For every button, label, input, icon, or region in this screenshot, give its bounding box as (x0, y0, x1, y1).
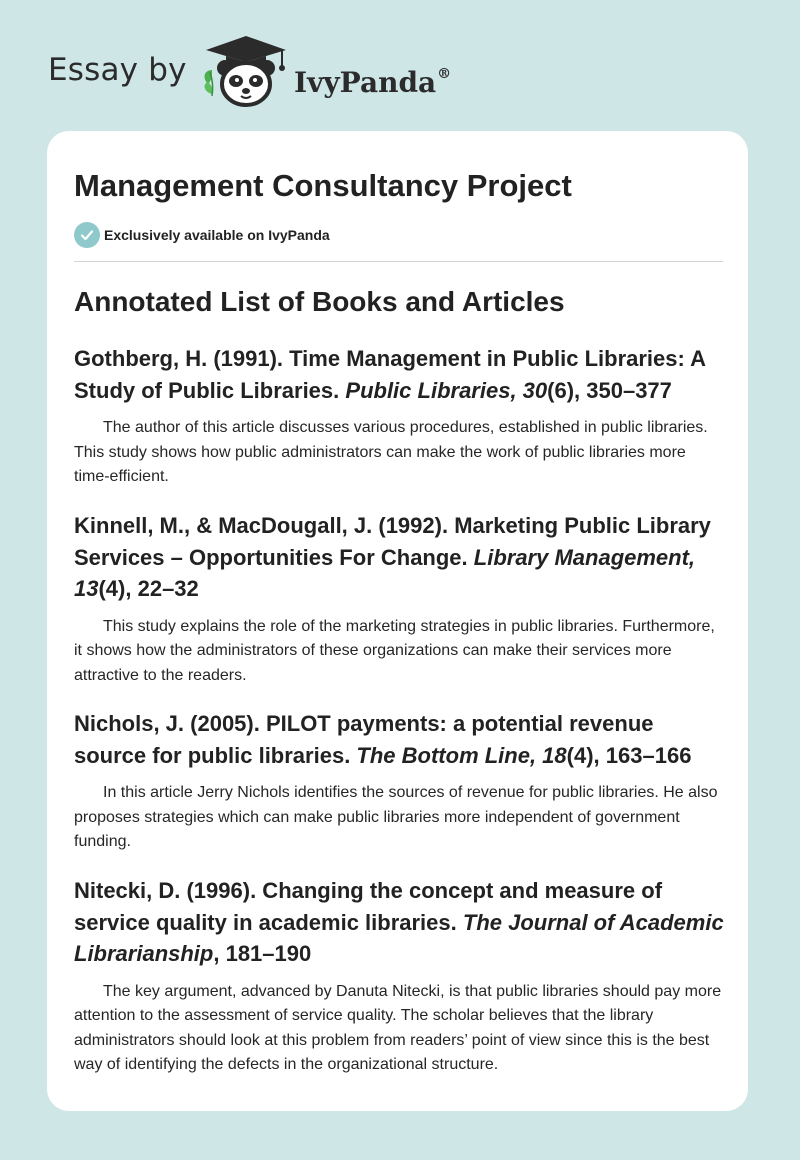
reference-citation (74, 708, 724, 771)
site-header (0, 0, 800, 120)
ivy-leaf-icon (205, 70, 213, 96)
reference-summary: In this article Jerry Nichols identifies the sources of revenue for public libraries. He also proposes strategies which can make public libraries more independent of government funding. (74, 784, 718, 850)
check-icon (74, 222, 100, 248)
exclusive-badge (74, 222, 330, 248)
citation-source: Library Management, 13 (74, 544, 696, 601)
citation-pages: (4), 22–32 (98, 576, 199, 601)
citation-text: Gothberg, H. (1991). Time Management in Public Libraries: A Study of Public Libraries. (74, 346, 706, 403)
divider (74, 261, 723, 262)
citation-pages: , 181–190 (213, 941, 312, 966)
reference-citation (74, 875, 724, 970)
reference-summary: This study explains the role of the marketing strategies in public libraries. Furthermore, it shows how the administrators of these organizations can make their services more attractive to the readers. (74, 617, 715, 684)
page-title: Management Consultancy Project (74, 168, 572, 203)
section-title: Annotated List of Books and Articles (74, 286, 565, 317)
panda-graduate-logo[interactable] (198, 32, 294, 108)
reference-citation (74, 343, 724, 406)
reference-summary: The author of this article discusses various procedures, established in public libraries. This study shows how public administrators can make the work of public libraries more time-efficient. (74, 419, 708, 485)
reference-citation (74, 510, 724, 605)
citation-source: The Journal of Academic Librarianship (74, 909, 724, 966)
citation-pages: (6), 350–377 (547, 377, 672, 403)
registered-mark: ® (437, 66, 452, 82)
reference-entry (74, 875, 724, 1078)
badge-text: Exclusively available on IvyPanda (104, 227, 330, 243)
citation-source: The Bottom Line, 18 (356, 742, 567, 768)
reference-summary: The key argument, advanced by Danuta Nitecki, is that public libraries should pay more attention to the assessment of service quality. The scholar believes that the library administrators should look at this problem from readers’ point of view since this is the best way of identifying the defects in the organizational structure. (74, 982, 722, 1073)
reference-entry (74, 343, 724, 490)
citation-pages: (4), 163–166 (566, 742, 692, 768)
citation-text: Nitecki, D. (1996). Changing the concept and measure of service quality in academic libraries. (74, 878, 663, 935)
citation-source: Public Libraries, 30 (345, 377, 548, 403)
citation-text: Nichols, J. (2005). PILOT payments: a potential revenue source for public libraries. (74, 711, 654, 768)
reference-entry (74, 708, 724, 855)
essay-by-label: Essay by (48, 52, 187, 88)
reference-entry (74, 510, 724, 688)
brand-text: IvyPanda (294, 66, 437, 99)
citation-text: Kinnell, M., & MacDougall, J. (1992). Marketing Public Library Services – Opportunities For Change. (74, 513, 711, 570)
essay-card (47, 131, 748, 1111)
brand-name (294, 54, 451, 103)
